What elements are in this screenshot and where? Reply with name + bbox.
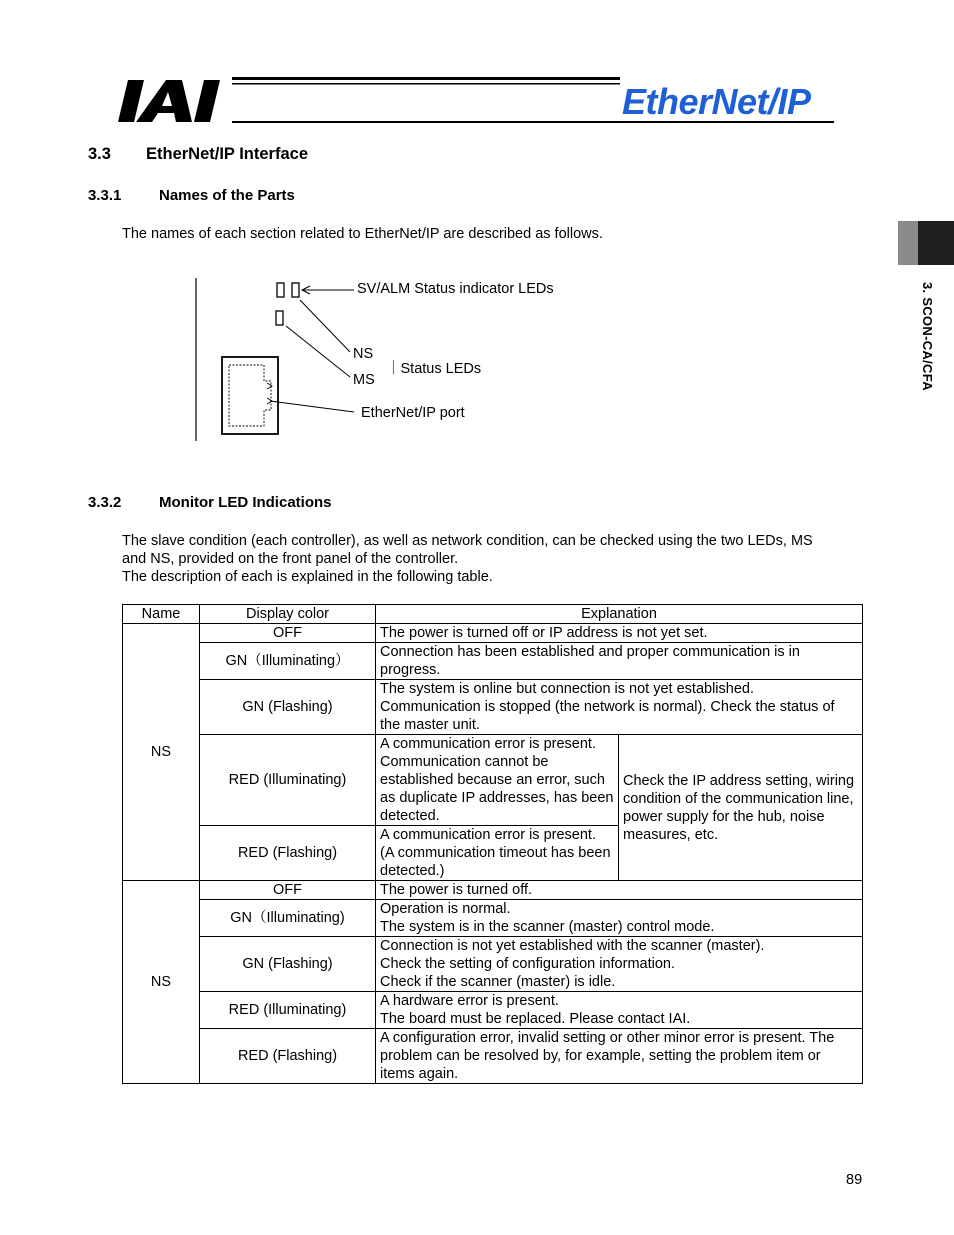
section-title: EtherNet/IP Interface: [146, 145, 309, 163]
explanation-cell: A communication error is present. Communication cannot be established because an error, such as duplicate IP addresses, has been detected.: [376, 735, 619, 826]
monitor-led-paragraph: [122, 532, 867, 586]
table-row: [123, 937, 863, 992]
explanation-cell: [376, 900, 863, 937]
explanation-cell: [376, 937, 863, 992]
color-cell: GN（Illuminating）: [200, 643, 376, 680]
color-cell: OFF: [200, 624, 376, 643]
explanation-cell: The system is online but connection is not yet established. Communication is stopped (the network is normal). Check the status of the master unit.: [376, 680, 863, 735]
section-number: 3.3: [88, 145, 111, 163]
table-row: [123, 643, 863, 680]
iai-logo: [118, 80, 230, 122]
explanation-line: The board must be replaced. Please contact IAI.: [380, 1011, 691, 1027]
side-tab-gray: [898, 221, 918, 265]
group-name-cell: NS: [123, 624, 200, 881]
table-row: [123, 881, 863, 900]
ethernet-port-label: EtherNet/IP port: [361, 405, 465, 421]
status-leds-label: ｜Status LEDs: [386, 361, 482, 377]
explanation-cell: A communication error is present. (A communication timeout has been detected.): [376, 826, 619, 881]
color-cell: GN (Flashing): [200, 680, 376, 735]
explanation-line: Connection is not yet established with the scanner (master).: [380, 938, 765, 954]
explanation-cell: The power is turned off or IP address is not yet set.: [376, 624, 863, 643]
section-number: 3.3.2: [88, 494, 122, 511]
header-name: Name: [123, 605, 200, 624]
section-title: Monitor LED Indications: [159, 494, 332, 511]
section-heading-3-3-1: [88, 187, 488, 207]
table-header-row: [123, 605, 863, 624]
table-row: [123, 900, 863, 937]
section-title: Names of the Parts: [159, 187, 295, 204]
paragraph-line: The slave condition (each controller), as well as network condition, can be checked using the two LEDs, MS: [122, 533, 813, 549]
remedy-cell: Check the IP address setting, wiring condition of the communication line, power supply for the hub, noise measures, etc.: [619, 735, 863, 881]
side-tab-dark: [918, 221, 954, 265]
paragraph-line: The description of each is explained in the following table.: [122, 569, 493, 585]
ms-label: MS: [353, 372, 375, 388]
explanation-cell: The power is turned off.: [376, 881, 863, 900]
table-row: [123, 680, 863, 735]
ethernet-ip-brand: EtherNet/IP: [622, 81, 811, 122]
color-cell: RED (Illuminating): [200, 735, 376, 826]
explanation-cell: A configuration error, invalid setting or other minor error is present. The problem can be resolved by, for example, setting the problem item or items again.: [376, 1029, 863, 1084]
table-row: [123, 735, 863, 826]
color-cell: RED (Flashing): [200, 826, 376, 881]
explanation-line: Operation is normal.: [380, 901, 511, 917]
explanation-line: Check if the scanner (master) is idle.: [380, 974, 616, 990]
parts-intro-paragraph: The names of each section related to EtherNet/IP are described as follows.: [122, 226, 603, 242]
color-cell: GN (Flashing): [200, 937, 376, 992]
explanation-cell: Connection has been established and proper communication is in progress.: [376, 643, 863, 680]
led-indication-table: [122, 604, 863, 1084]
color-cell: RED (Illuminating): [200, 992, 376, 1029]
header-explanation: Explanation: [376, 605, 863, 624]
ns-label: NS: [353, 346, 374, 362]
section-heading-3-3-2: [88, 494, 488, 514]
sv-alm-leds-label: SV/ALM Status indicator LEDs: [357, 281, 554, 297]
chapter-side-label: 3. SCON-CA/CFA: [920, 282, 935, 391]
color-cell: OFF: [200, 881, 376, 900]
header-display-color: Display color: [200, 605, 376, 624]
explanation-cell: [376, 992, 863, 1029]
table-row: [123, 624, 863, 643]
paragraph-line: and NS, provided on the front panel of the controller.: [122, 551, 459, 567]
table-row: [123, 1029, 863, 1084]
section-number: 3.3.1: [88, 187, 122, 204]
color-cell: GN（Illuminating): [200, 900, 376, 937]
explanation-line: The system is in the scanner (master) control mode.: [380, 919, 715, 935]
group-name-cell: NS: [123, 881, 200, 1084]
section-heading-3-3: [88, 145, 488, 167]
page-number: 89: [846, 1172, 863, 1188]
explanation-line: Check the setting of configuration information.: [380, 956, 675, 972]
table-row: [123, 992, 863, 1029]
color-cell: RED (Flashing): [200, 1029, 376, 1084]
explanation-line: A hardware error is present.: [380, 993, 559, 1009]
